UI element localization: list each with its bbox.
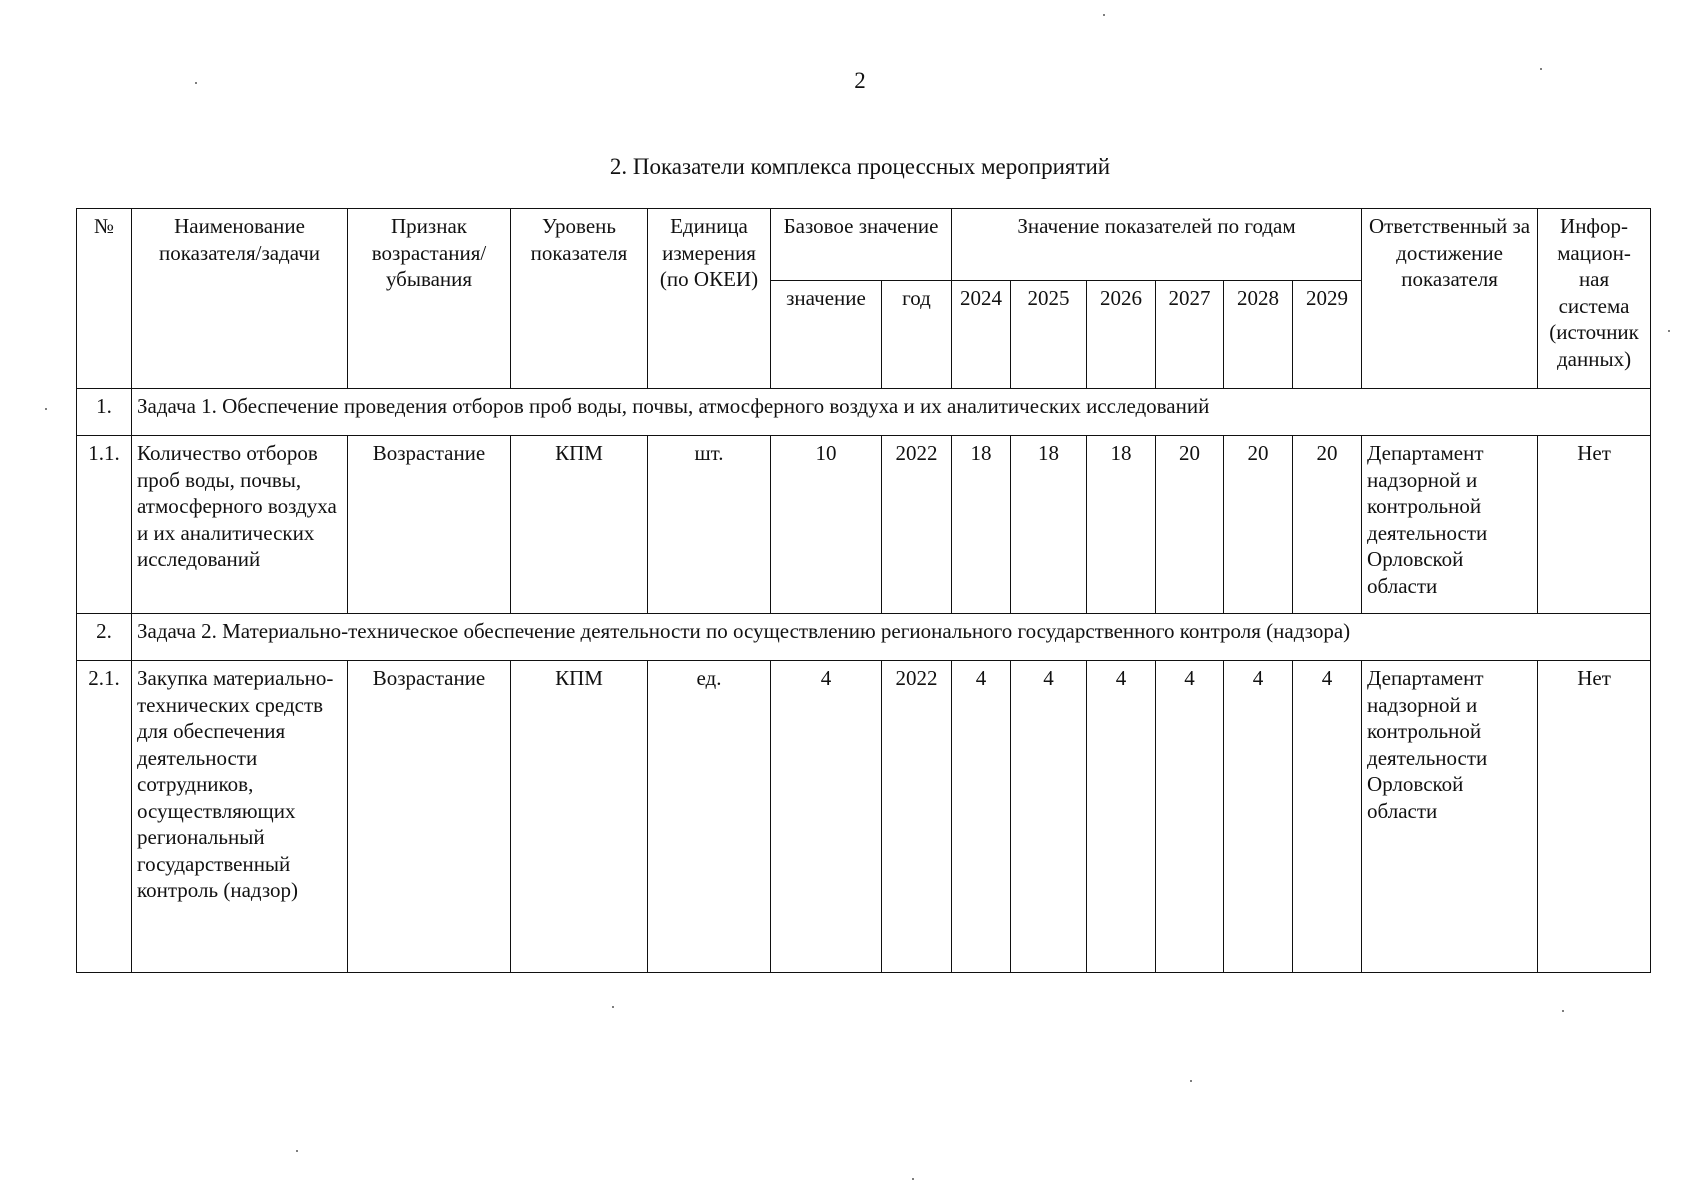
indicator-year-value: 20	[1156, 436, 1224, 614]
scan-speck	[1668, 330, 1670, 332]
indicator-num: 2.1.	[77, 661, 132, 973]
document-title: 2. Показатели комплекса процессных мероприятий	[609, 154, 1111, 179]
indicator-year-value: 20	[1293, 436, 1362, 614]
scan-speck	[1190, 1080, 1192, 1082]
header-years-group: Значение показателей по годам	[952, 209, 1362, 281]
header-year: 2025	[1011, 281, 1087, 389]
indicator-base-value: 4	[771, 661, 882, 973]
scan-speck	[612, 1006, 614, 1008]
indicator-info-system: Нет	[1538, 661, 1651, 973]
indicator-year-value: 4	[1011, 661, 1087, 973]
header-year: 2028	[1224, 281, 1293, 389]
indicator-year-value: 18	[1011, 436, 1087, 614]
indicator-level: КПМ	[511, 661, 648, 973]
indicator-responsible: Департамент надзорной и контрольной деятельности Орловской области	[1362, 436, 1538, 614]
header-level: Уровень показателя	[511, 209, 648, 389]
indicator-year-value: 18	[952, 436, 1011, 614]
scan-speck	[912, 1178, 914, 1180]
header-row	[77, 209, 1651, 281]
header-base-year: год	[882, 281, 952, 389]
indicator-base-year: 2022	[882, 436, 952, 614]
scan-speck	[296, 1150, 298, 1152]
indicator-row	[77, 661, 1651, 973]
indicator-year-value: 4	[1087, 661, 1156, 973]
header-year: 2024	[952, 281, 1011, 389]
scan-speck	[195, 82, 197, 84]
task-num: 1.	[77, 389, 132, 436]
header-responsible: Ответственный за достижение показателя	[1362, 209, 1538, 389]
header-year: 2029	[1293, 281, 1362, 389]
indicator-base-year: 2022	[882, 661, 952, 973]
task-num: 2.	[77, 614, 132, 661]
header-year: 2026	[1087, 281, 1156, 389]
header-unit: Единица измерения (по ОКЕИ)	[648, 209, 771, 389]
indicator-year-value: 4	[1293, 661, 1362, 973]
header-info-system: Инфор-мацион-ная система (источник данных)	[1538, 209, 1651, 389]
task-row	[77, 389, 1651, 436]
indicator-name: Закупка материально-технических средств для обеспечения деятельности сотрудников, осуществляющих региональный государственный контроль (надзор)	[132, 661, 348, 973]
header-sign: Признак возрастания/ убывания	[348, 209, 511, 389]
scan-speck	[1562, 1010, 1564, 1012]
header-base: Базовое значение	[771, 209, 952, 281]
indicator-year-value: 4	[1224, 661, 1293, 973]
task-title: Задача 2. Материально-техническое обеспечение деятельности по осуществлению регионального государственного контроля (надзора)	[132, 614, 1651, 661]
indicator-info-system: Нет	[1538, 436, 1651, 614]
indicator-base-value: 10	[771, 436, 882, 614]
scan-speck	[45, 408, 47, 410]
header-num: №	[77, 209, 132, 389]
indicator-row	[77, 436, 1651, 614]
indicator-sign: Возрастание	[348, 661, 511, 973]
header-base-value: значение	[771, 281, 882, 389]
scan-speck	[1103, 14, 1105, 16]
header-name: Наименование показателя/задачи	[132, 209, 348, 389]
page-number: 2	[854, 68, 866, 93]
indicator-year-value: 4	[1156, 661, 1224, 973]
task-row	[77, 614, 1651, 661]
indicator-unit: шт.	[648, 436, 771, 614]
indicator-unit: ед.	[648, 661, 771, 973]
indicator-name: Количество отборов проб воды, почвы, атмосферного воздуха и их аналитических исследований	[132, 436, 348, 614]
scan-speck	[1540, 68, 1542, 70]
indicator-year-value: 20	[1224, 436, 1293, 614]
header-year: 2027	[1156, 281, 1224, 389]
task-title: Задача 1. Обеспечение проведения отборов проб воды, почвы, атмосферного воздуха и их аналитических исследований	[132, 389, 1651, 436]
indicator-level: КПМ	[511, 436, 648, 614]
indicator-year-value: 18	[1087, 436, 1156, 614]
indicators-table	[76, 208, 1651, 973]
indicator-responsible: Департамент надзорной и контрольной деятельности Орловской области	[1362, 661, 1538, 973]
indicator-sign: Возрастание	[348, 436, 511, 614]
indicator-num: 1.1.	[77, 436, 132, 614]
indicator-year-value: 4	[952, 661, 1011, 973]
